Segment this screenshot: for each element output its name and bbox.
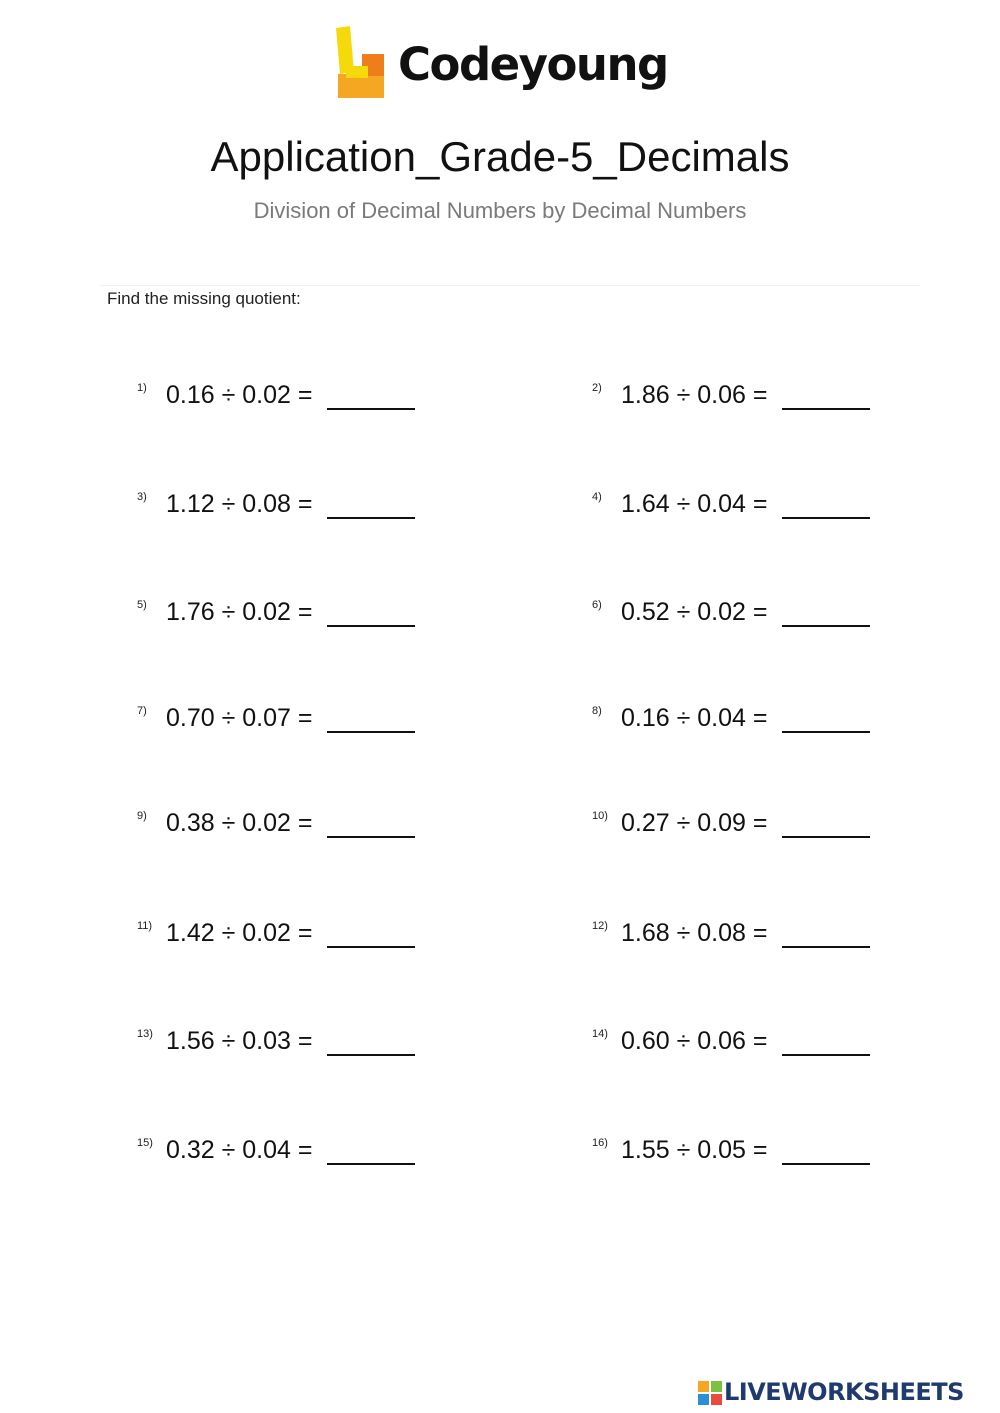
problem-number: 14) <box>592 1028 608 1040</box>
problem-number: 5) <box>137 599 147 611</box>
answer-blank[interactable] <box>782 836 870 838</box>
problem-number: 7) <box>137 705 147 717</box>
problem-number: 2) <box>592 382 602 394</box>
problem-11 <box>137 921 437 955</box>
answer-blank[interactable] <box>327 946 415 948</box>
problem-4 <box>592 492 892 526</box>
divider <box>100 285 920 286</box>
page-subtitle: Division of Decimal Numbers by Decimal Numbers <box>253 198 747 223</box>
problem-expression: 1.42 ÷ 0.02 = <box>166 919 313 947</box>
problem-number: 3) <box>137 491 147 503</box>
problem-expression: 0.27 ÷ 0.09 = <box>621 809 768 837</box>
problem-expression: 1.76 ÷ 0.02 = <box>166 598 313 626</box>
problem-12 <box>592 921 892 955</box>
problem-expression: 0.60 ÷ 0.06 = <box>621 1027 768 1055</box>
page-title: Application_Grade-5_Decimals <box>210 133 790 180</box>
problem-number: 6) <box>592 599 602 611</box>
problem-expression: 0.38 ÷ 0.02 = <box>166 809 313 837</box>
problem-6 <box>592 600 892 634</box>
problem-number: 9) <box>137 810 147 822</box>
answer-blank[interactable] <box>327 1163 415 1165</box>
answer-blank[interactable] <box>782 731 870 733</box>
problem-15 <box>137 1138 437 1172</box>
answer-blank[interactable] <box>327 408 415 410</box>
answer-blank[interactable] <box>782 408 870 410</box>
problem-expression: 0.52 ÷ 0.02 = <box>621 598 768 626</box>
problem-3 <box>137 492 437 526</box>
problem-expression: 1.86 ÷ 0.06 = <box>621 381 768 409</box>
problem-1 <box>137 383 437 417</box>
problem-number: 4) <box>592 491 602 503</box>
problem-7 <box>137 706 437 740</box>
problem-5 <box>137 600 437 634</box>
problem-expression: 1.64 ÷ 0.04 = <box>621 490 768 518</box>
problem-8 <box>592 706 892 740</box>
problem-number: 16) <box>592 1137 608 1149</box>
problem-expression: 1.68 ÷ 0.08 = <box>621 919 768 947</box>
answer-blank[interactable] <box>327 836 415 838</box>
problem-expression: 0.16 ÷ 0.04 = <box>621 704 768 732</box>
problem-16 <box>592 1138 892 1172</box>
codeyoung-logo-text: Codeyoung <box>398 38 668 91</box>
liveworksheets-logo-icon <box>698 1381 722 1405</box>
problem-expression: 1.56 ÷ 0.03 = <box>166 1027 313 1055</box>
answer-blank[interactable] <box>327 1054 415 1056</box>
problem-number: 8) <box>592 705 602 717</box>
problem-9 <box>137 811 437 845</box>
problem-number: 13) <box>137 1028 153 1040</box>
answer-blank[interactable] <box>782 625 870 627</box>
problem-14 <box>592 1029 892 1063</box>
answer-blank[interactable] <box>782 1054 870 1056</box>
problem-expression: 0.70 ÷ 0.07 = <box>166 704 313 732</box>
answer-blank[interactable] <box>782 1163 870 1165</box>
problem-number: 15) <box>137 1137 153 1149</box>
instruction-text: Find the missing quotient: <box>107 289 301 308</box>
codeyoung-logo-icon <box>332 26 388 100</box>
problem-number: 11) <box>137 920 153 932</box>
liveworksheets-logo <box>698 1377 994 1409</box>
answer-blank[interactable] <box>782 946 870 948</box>
problem-number: 10) <box>592 810 608 822</box>
problem-number: 1) <box>137 382 147 394</box>
problem-number: 12) <box>592 920 608 932</box>
problem-13 <box>137 1029 437 1063</box>
answer-blank[interactable] <box>782 517 870 519</box>
answer-blank[interactable] <box>327 625 415 627</box>
answer-blank[interactable] <box>327 517 415 519</box>
liveworksheets-logo-text: LIVEWORKSHEETS <box>724 1378 964 1406</box>
problem-10 <box>592 811 892 845</box>
codeyoung-logo <box>332 26 672 106</box>
problem-expression: 0.32 ÷ 0.04 = <box>166 1136 313 1164</box>
problem-expression: 1.55 ÷ 0.05 = <box>621 1136 768 1164</box>
problem-2 <box>592 383 892 417</box>
problem-expression: 0.16 ÷ 0.02 = <box>166 381 313 409</box>
problem-expression: 1.12 ÷ 0.08 = <box>166 490 313 518</box>
answer-blank[interactable] <box>327 731 415 733</box>
